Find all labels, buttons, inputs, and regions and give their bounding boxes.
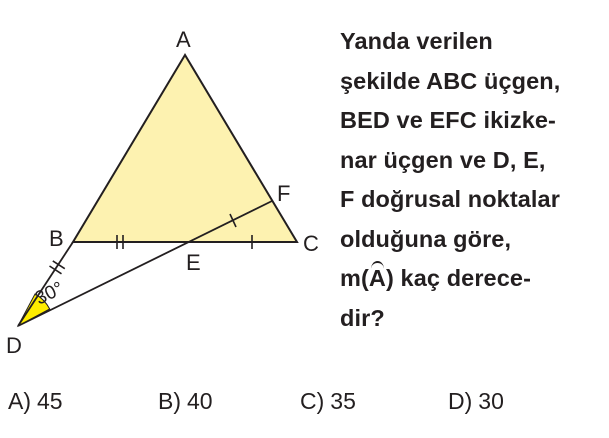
question-line: dir? (340, 304, 385, 331)
vertex-label-d: D (6, 333, 22, 358)
question-measure-line (340, 259, 605, 299)
option-value: 45 (37, 388, 63, 414)
option-letter: B) (158, 388, 181, 414)
option-value: 35 (330, 388, 356, 414)
measure-prefix: m( (340, 265, 369, 291)
vertex-label-c: C (303, 231, 319, 256)
option-letter: C) (300, 388, 325, 414)
triangle-abc (73, 55, 297, 242)
question-line: nar üçgen ve D, E, (340, 146, 546, 173)
option-value: 30 (478, 388, 504, 414)
angle-a-hat: A (369, 259, 386, 299)
geometry-figure (0, 0, 330, 370)
option-letter: D) (448, 388, 473, 414)
question-line: olduğuna göre, (340, 225, 512, 252)
option-value: 40 (187, 388, 213, 414)
vertex-label-a: A (176, 27, 191, 52)
question-line: şekilde ABC üçgen, (340, 67, 561, 94)
angle-label-30: 30° (31, 278, 68, 310)
question-line: F doğrusal noktalar (340, 186, 560, 212)
vertex-label-e: E (186, 250, 201, 275)
question-text (340, 22, 605, 338)
question-line: Yanda verilen (340, 28, 493, 54)
vertex-label-f: F (277, 181, 291, 206)
option-d[interactable] (448, 388, 504, 415)
option-b[interactable] (158, 388, 213, 415)
option-letter: A) (8, 388, 31, 414)
measure-suffix: ) kaç derece- (386, 265, 531, 291)
option-c[interactable] (300, 388, 356, 415)
answer-options (0, 388, 609, 428)
question-line: BED ve EFC ikizke- (340, 107, 556, 133)
option-a[interactable] (8, 388, 63, 415)
vertex-label-b: B (49, 226, 64, 251)
